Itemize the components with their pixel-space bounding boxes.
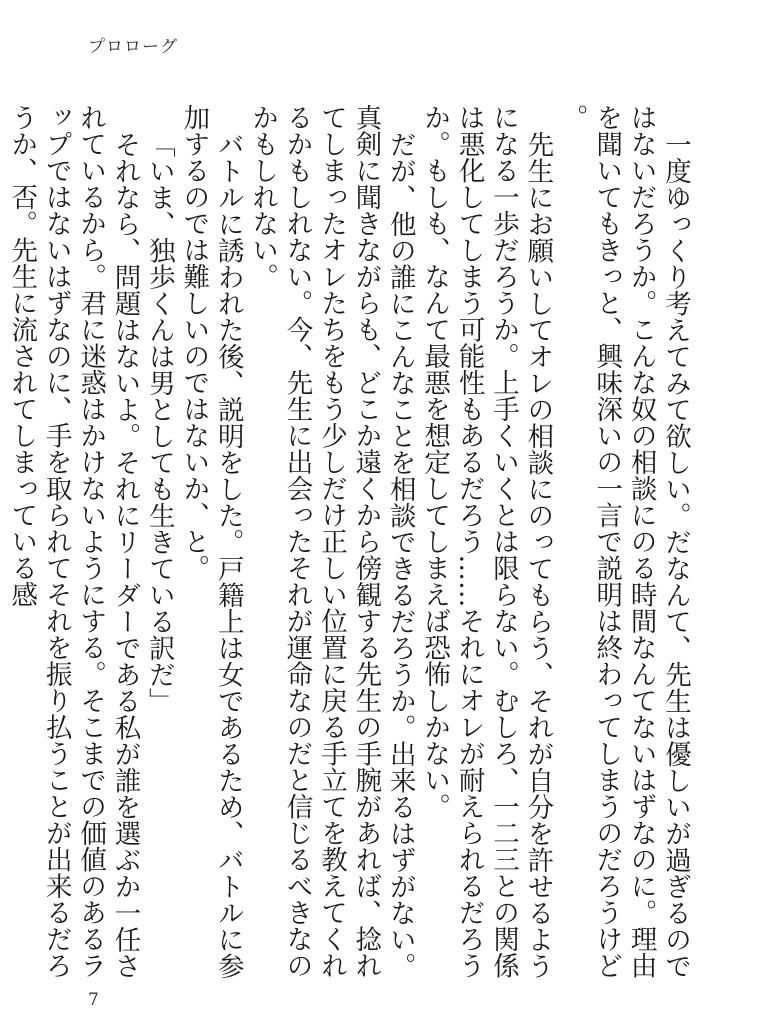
page-number: 7 <box>88 990 99 1010</box>
paragraph: 一度ゆっくり考えてみて欲しい。だなんて、先生は優しいが過ぎるのではないだろうか。こんな奴の相談にのる時間なんてないはずなのに。理由を聞いてもきっと、興味深いの一言で説明は終わってしまうのだろうけど。 <box>556 104 691 979</box>
paragraph: それなら、問題はないよ。それにリーダーである私が誰を選ぶか一任されているから。君に迷惑はかけないようにする。そこまでの価値のあるラップではないはずなのに、手を取られてそれを振り払うことが出来るだろうか、否。先生に流されてしまっている感 <box>6 104 141 979</box>
running-header: プロローグ <box>88 37 178 57</box>
paragraph: 先生にお願いしてオレの相談にのってもらう、それが自分を許せるようになる一歩だろうか。上手くいくとは限らない。むしろ、一二三との関係は悪化してしまう可能性もあるだろう……それにオレが耐えられるだろうか。もしも、なんて最悪を想定してしまえば恐怖しかない。 <box>419 104 554 979</box>
paragraph: バトルに誘われた後、説明をした。戸籍上は女であるため、バトルに参加するのでは難しいのではないか、と。 <box>178 104 244 979</box>
paragraph: だが、他の誰にこんなことを相談できるだろうか。出来るはずがない。真剣に聞きながらも、どこか遠くから傍観する先生の手腕があれば、捻れてしまったオレたちをもう少しだけ正しい位置に戻る手立てを教えてくれるかもしれない。今、先生に出会ったそれが運命なのだと信じるべきなのかもしれない。 <box>247 104 416 979</box>
vertical-body-text <box>4 104 692 984</box>
dialogue-paragraph: 「いま、独歩くんは男としても生きている訳だ」 <box>143 130 175 714</box>
